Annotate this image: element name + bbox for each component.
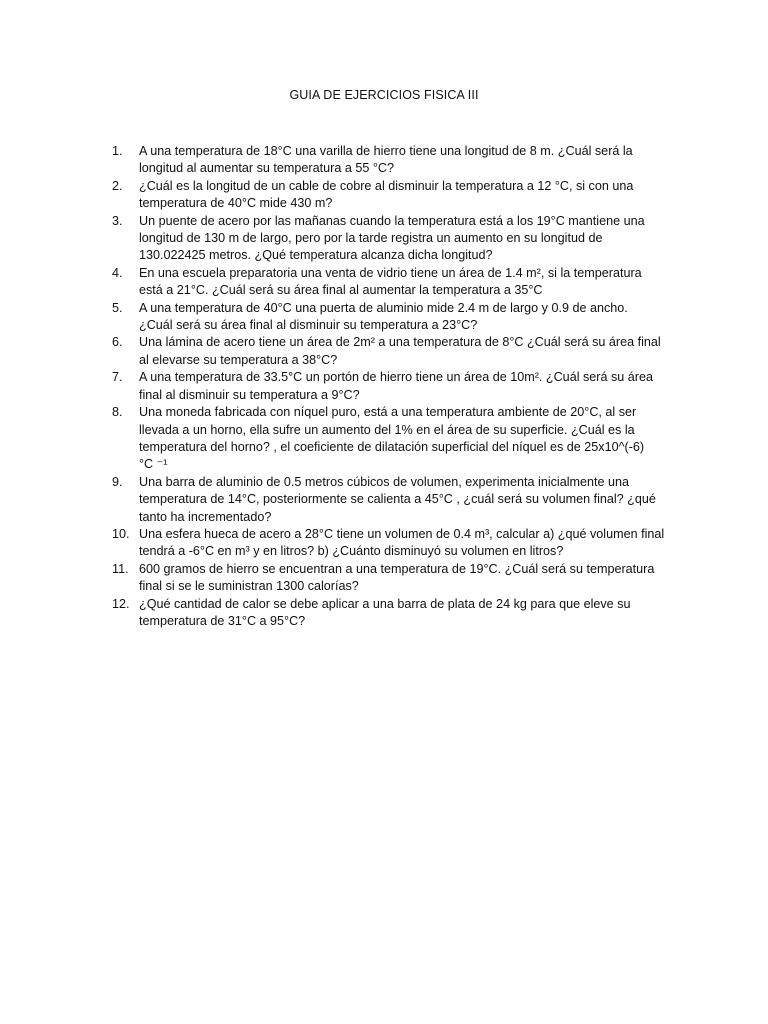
exercise-item: [112, 561, 672, 596]
exercise-text: [139, 300, 672, 335]
exercise-number: 12.: [112, 596, 130, 611]
exercise-line: temperatura del horno? , el coeficiente de dilatación superficial del níquel es de 25x10^(-6): [139, 439, 645, 454]
exercise-text: [139, 369, 672, 404]
exercise-text: [139, 404, 672, 474]
exercise-line: longitud de 130 m de largo, pero por la tarde registra un aumento en su longitud de: [139, 231, 603, 246]
exercise-list: [112, 143, 672, 630]
exercise-item: [112, 404, 672, 474]
exercise-text: [139, 213, 672, 265]
exercise-text: [139, 561, 672, 596]
exercise-item: [112, 265, 672, 300]
exercise-line: temperatura de 14°C, posteriormente se calienta a 45°C , ¿cuál será su volumen final? ¿qué: [139, 492, 656, 507]
exercise-line: A una temperatura de 40°C una puerta de aluminio mide 2.4 m de largo y 0.9 de ancho.: [139, 300, 628, 315]
exercise-line: A una temperatura de 33.5°C un portón de hierro tiene un área de 10m². ¿Cuál será su área: [139, 370, 653, 385]
exercise-line: Una barra de aluminio de 0.5 metros cúbicos de volumen, experimenta inicialmente una: [139, 474, 630, 489]
exercise-line: Una lámina de acero tiene un área de 2m² a una temperatura de 8°C ¿Cuál será su área final: [139, 335, 661, 350]
exercise-number: 9.: [112, 474, 123, 489]
exercise-line: temperatura de 31°C a 95°C?: [139, 613, 306, 628]
exercise-item: [112, 596, 672, 631]
exercise-line: está a 21°C. ¿Cuál será su área final al aumentar la temperatura a 35°C: [139, 283, 543, 298]
exercise-item: [112, 334, 672, 369]
exercise-number: 8.: [112, 405, 123, 420]
exercise-item: [112, 369, 672, 404]
exercise-item: [112, 526, 672, 561]
exercise-number: 10.: [112, 526, 130, 541]
exercise-number: 11.: [112, 561, 129, 576]
exercise-text: [139, 143, 672, 178]
exercise-text: [139, 265, 672, 300]
exercise-line: ¿Qué cantidad de calor se debe aplicar a una barra de plata de 24 kg para que eleve su: [139, 596, 631, 611]
exercise-item: [112, 474, 672, 526]
exercise-text: [139, 474, 672, 526]
document-title: GUIA DE EJERCICIOS FISICA III: [289, 88, 479, 102]
exercise-number: 6.: [112, 335, 123, 350]
exercise-line: 600 gramos de hierro se encuentran a una temperatura de 19°C. ¿Cuál será su temperatura: [139, 561, 655, 576]
exercise-line: al elevarse su temperatura a 38°C?: [139, 352, 338, 367]
exercise-number: 7.: [112, 370, 123, 385]
exercise-line: En una escuela preparatoria una venta de vidrio tiene un área de 1.4 m², si la temperatura: [139, 265, 642, 280]
exercise-number: 3.: [112, 213, 123, 228]
exercise-item: [112, 178, 672, 213]
exercise-text: [139, 178, 672, 213]
exercise-line: temperatura de 40°C mide 430 m?: [139, 196, 333, 211]
exercise-line: Un puente de acero por las mañanas cuando la temperatura está a los 19°C mantiene una: [139, 213, 645, 228]
exercise-text: [139, 526, 672, 561]
exercise-line: Una esfera hueca de acero a 28°C tiene un volumen de 0.4 m³, calcular a) ¿qué volumen final: [139, 526, 665, 541]
exercise-number: 2.: [112, 178, 123, 193]
exercise-item: [112, 143, 672, 178]
exercise-number: 5.: [112, 300, 123, 315]
exercise-line: °C ⁻¹: [139, 457, 168, 472]
exercise-line: A una temperatura de 18°C una varilla de hierro tiene una longitud de 8 m. ¿Cuál será la: [139, 144, 633, 158]
exercise-line: tendrá a -6°C en m³ y en litros? b) ¿Cuánto disminuyó su volumen en litros?: [139, 544, 564, 559]
exercise-item: [112, 300, 672, 335]
exercise-text: [139, 596, 672, 631]
exercise-line: tanto ha incrementado?: [139, 509, 272, 524]
exercise-line: Una moneda fabricada con níquel puro, está a una temperatura ambiente de 20°C, al ser: [139, 405, 637, 420]
exercise-item: [112, 213, 672, 265]
exercise-line: llevada a un horno, ella sufre un aumento del 1% en el área de su superficie. ¿Cuál es la: [139, 422, 635, 437]
exercise-line: final al disminuir su temperatura a 9°C?: [139, 387, 360, 402]
exercise-line: 130.022425 metros. ¿Qué temperatura alcanza dicha longitud?: [139, 248, 493, 263]
exercise-line: longitud al aumentar su temperatura a 55 °C?: [139, 161, 394, 176]
exercise-number: 4.: [112, 265, 123, 280]
exercise-text: [139, 334, 672, 369]
exercise-line: ¿Cuál es la longitud de un cable de cobre al disminuir la temperatura a 12 °C, si con una: [139, 178, 634, 193]
exercise-line: final si se le suministran 1300 calorías?: [139, 579, 359, 594]
exercise-line: ¿Cuál será su área final al disminuir su temperatura a 23°C?: [139, 318, 478, 333]
exercise-number: 1.: [112, 144, 123, 158]
